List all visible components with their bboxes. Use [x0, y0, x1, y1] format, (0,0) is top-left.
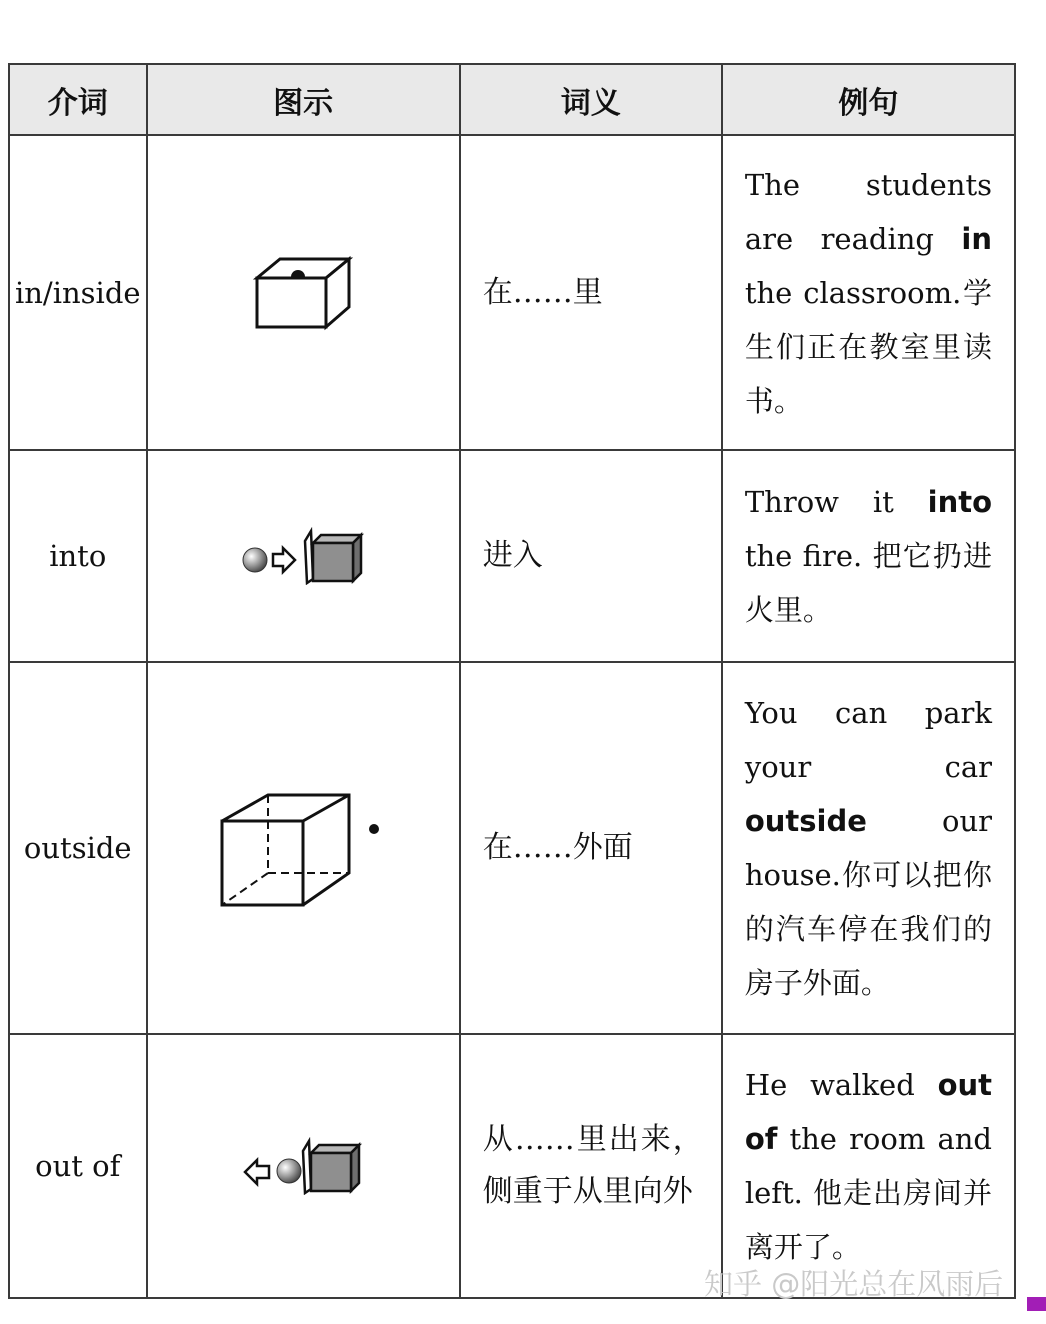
meaning-cell: 在……里	[460, 135, 722, 450]
example-text: He walked	[744, 1068, 938, 1102]
example-keyword: into	[927, 485, 992, 519]
example-keyword: outside	[744, 804, 867, 838]
preposition-cell: in/inside	[9, 135, 147, 450]
meaning-cell: 在……外面	[460, 662, 722, 1034]
example-text: the classroom.学生们正在教室里读书。	[744, 275, 992, 418]
ball-leaving-box-icon	[241, 1137, 365, 1195]
table-row	[9, 450, 1015, 662]
example-text: Throw it	[744, 485, 928, 519]
example-keyword: out of	[744, 1068, 992, 1156]
header-example: 例句	[722, 64, 1015, 135]
header-meaning: 词义	[460, 64, 722, 135]
box-with-dot-inside-icon	[253, 255, 353, 331]
example-cell	[722, 662, 1015, 1034]
meaning-cell: 进入	[460, 450, 722, 662]
example-cell	[722, 135, 1015, 450]
illustration-cell	[147, 1034, 460, 1298]
example-text: the fire. 把它扔进火里。	[744, 539, 992, 627]
ball-moving-into-box-icon	[241, 527, 365, 585]
header-preposition: 介词	[9, 64, 147, 135]
table-row	[9, 662, 1015, 1034]
illustration-cell	[147, 135, 460, 450]
table-row	[9, 1034, 1015, 1298]
example-keyword: in	[961, 221, 992, 256]
wireframe-cube-with-dot-outside-icon	[219, 789, 387, 907]
example-text: The students are reading	[744, 167, 992, 256]
example-cell	[722, 450, 1015, 662]
preposition-cell: outside	[9, 662, 147, 1034]
illustration-cell	[147, 662, 460, 1034]
table-row	[9, 135, 1015, 450]
watermark: 知乎 @阳光总在风雨后	[704, 1267, 1004, 1301]
example-text: You can park your car	[744, 696, 992, 784]
header-row	[9, 64, 1015, 135]
preposition-cell: out of	[9, 1034, 147, 1298]
header-illustration: 图示	[147, 64, 460, 135]
preposition-table	[8, 63, 1016, 1299]
example-text: our house.你可以把你的汽车停在我们的房子外面。	[744, 804, 992, 1000]
illustration-cell	[147, 450, 460, 662]
example-text: the room and left. 他走出房间并离开了。	[744, 1122, 992, 1264]
example-cell	[722, 1034, 1015, 1298]
preposition-cell: into	[9, 450, 147, 662]
meaning-cell: 从……里出来，侧重于从里向外	[460, 1034, 722, 1298]
corner-mark	[1027, 1297, 1046, 1311]
